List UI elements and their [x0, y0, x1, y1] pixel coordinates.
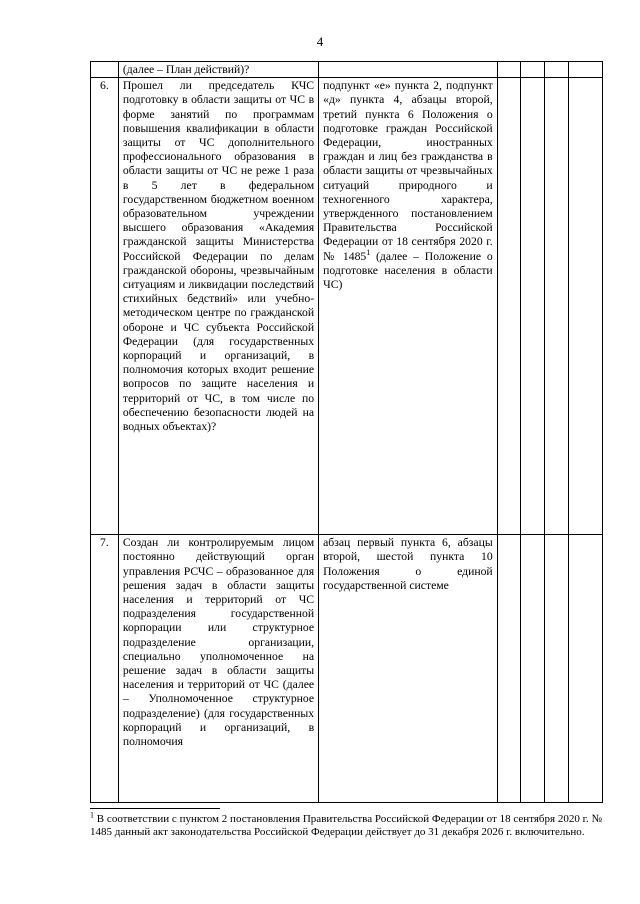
- answer-na-cell: [545, 78, 569, 535]
- answer-no-cell: [521, 78, 545, 535]
- legal-basis-cell: [319, 535, 498, 803]
- footnote-reference: 1: [366, 247, 371, 257]
- answer-yes-cell: [497, 62, 521, 78]
- legal-basis-text-continued: (далее – Положение о подготовке населения в области ЧС): [323, 249, 493, 292]
- answer-yes-cell: [497, 535, 521, 803]
- table-row: [91, 535, 603, 803]
- remark-cell: [568, 535, 602, 803]
- footnote-mark: 1: [90, 810, 94, 820]
- answer-no-cell: [521, 62, 545, 78]
- row-number: [91, 62, 119, 78]
- footnote: [90, 810, 602, 839]
- answer-yes-cell: [497, 78, 521, 535]
- table-row: [91, 78, 603, 535]
- question-cell: Создан ли контролируемым лицом постоянно действующий орган управления РСЧС – образованное для решения задач в области защиты населения и территорий от ЧС подразделения государственной корпорации или структурное подразделение организации, специально уполномоченное на решение задач в области защиты населения и территорий от ЧС (далее – Уполномоченное структурное подразделение) (для государственных корпораций и организаций, в полномочия: [118, 535, 318, 803]
- legal-basis-text: подпункт «е» пункта 2, подпункт «д» пункта 4, абзацы второй, третий пункта 6 Положения о подготовке граждан Российской Федерации, иностранных граждан и лиц без гражданства в области защиты от чрезвычайных ситуаций природного и техногенного характера, утвержденного постановлением Правительства Российской Федерации от 18 сентября 2020 г. № 1485: [323, 79, 493, 263]
- row-number: 7.: [91, 535, 119, 803]
- footnote-text: В соответствии с пунктом 2 постановления Правительства Российской Федерации от 18 сентября 2020 г. № 1485 данный акт законодательства Российской Федерации действует до 31 декабря 2026 г. включительно.: [90, 813, 602, 838]
- answer-na-cell: [545, 62, 569, 78]
- legal-basis-cell: [319, 62, 498, 78]
- checklist-table: [90, 61, 603, 803]
- remark-cell: [568, 62, 602, 78]
- question-cell: Прошел ли председатель КЧС подготовку в области защиты от ЧС в форме занятий по программам повышения квалификации в области защиты от ЧС дополнительного профессионального образования в области защиты от ЧС не реже 1 раза в 5 лет в федеральном государственном бюджетном военном образовательном учреждении высшего образования «Академия гражданской защиты Министерства Российской Федерации по делам гражданской обороны, чрезвычайным ситуациям и ликвидации последствий стихийных бедствий» или учебно-методическом центре по гражданской обороне и ЧС субъекта Российской Федерации (для государственных корпораций и организаций, в полномочия которых входит решение вопросов по защите населения и территорий от ЧС, в том числе по обеспечению безопасности людей на водных объектах)?: [118, 78, 318, 535]
- legal-basis-text: абзац первый пункта 6, абзацы второй, шестой пункта 10 Положения о единой государственной системе: [323, 536, 493, 592]
- row-number: 6.: [91, 78, 119, 535]
- page-number: 4: [316, 34, 324, 49]
- question-cell: (далее – План действий)?: [118, 62, 318, 78]
- footnote-separator: [90, 808, 220, 809]
- answer-na-cell: [545, 535, 569, 803]
- table-row: [91, 62, 603, 78]
- answer-no-cell: [521, 535, 545, 803]
- remark-cell: [568, 78, 602, 535]
- legal-basis-cell: [319, 78, 498, 535]
